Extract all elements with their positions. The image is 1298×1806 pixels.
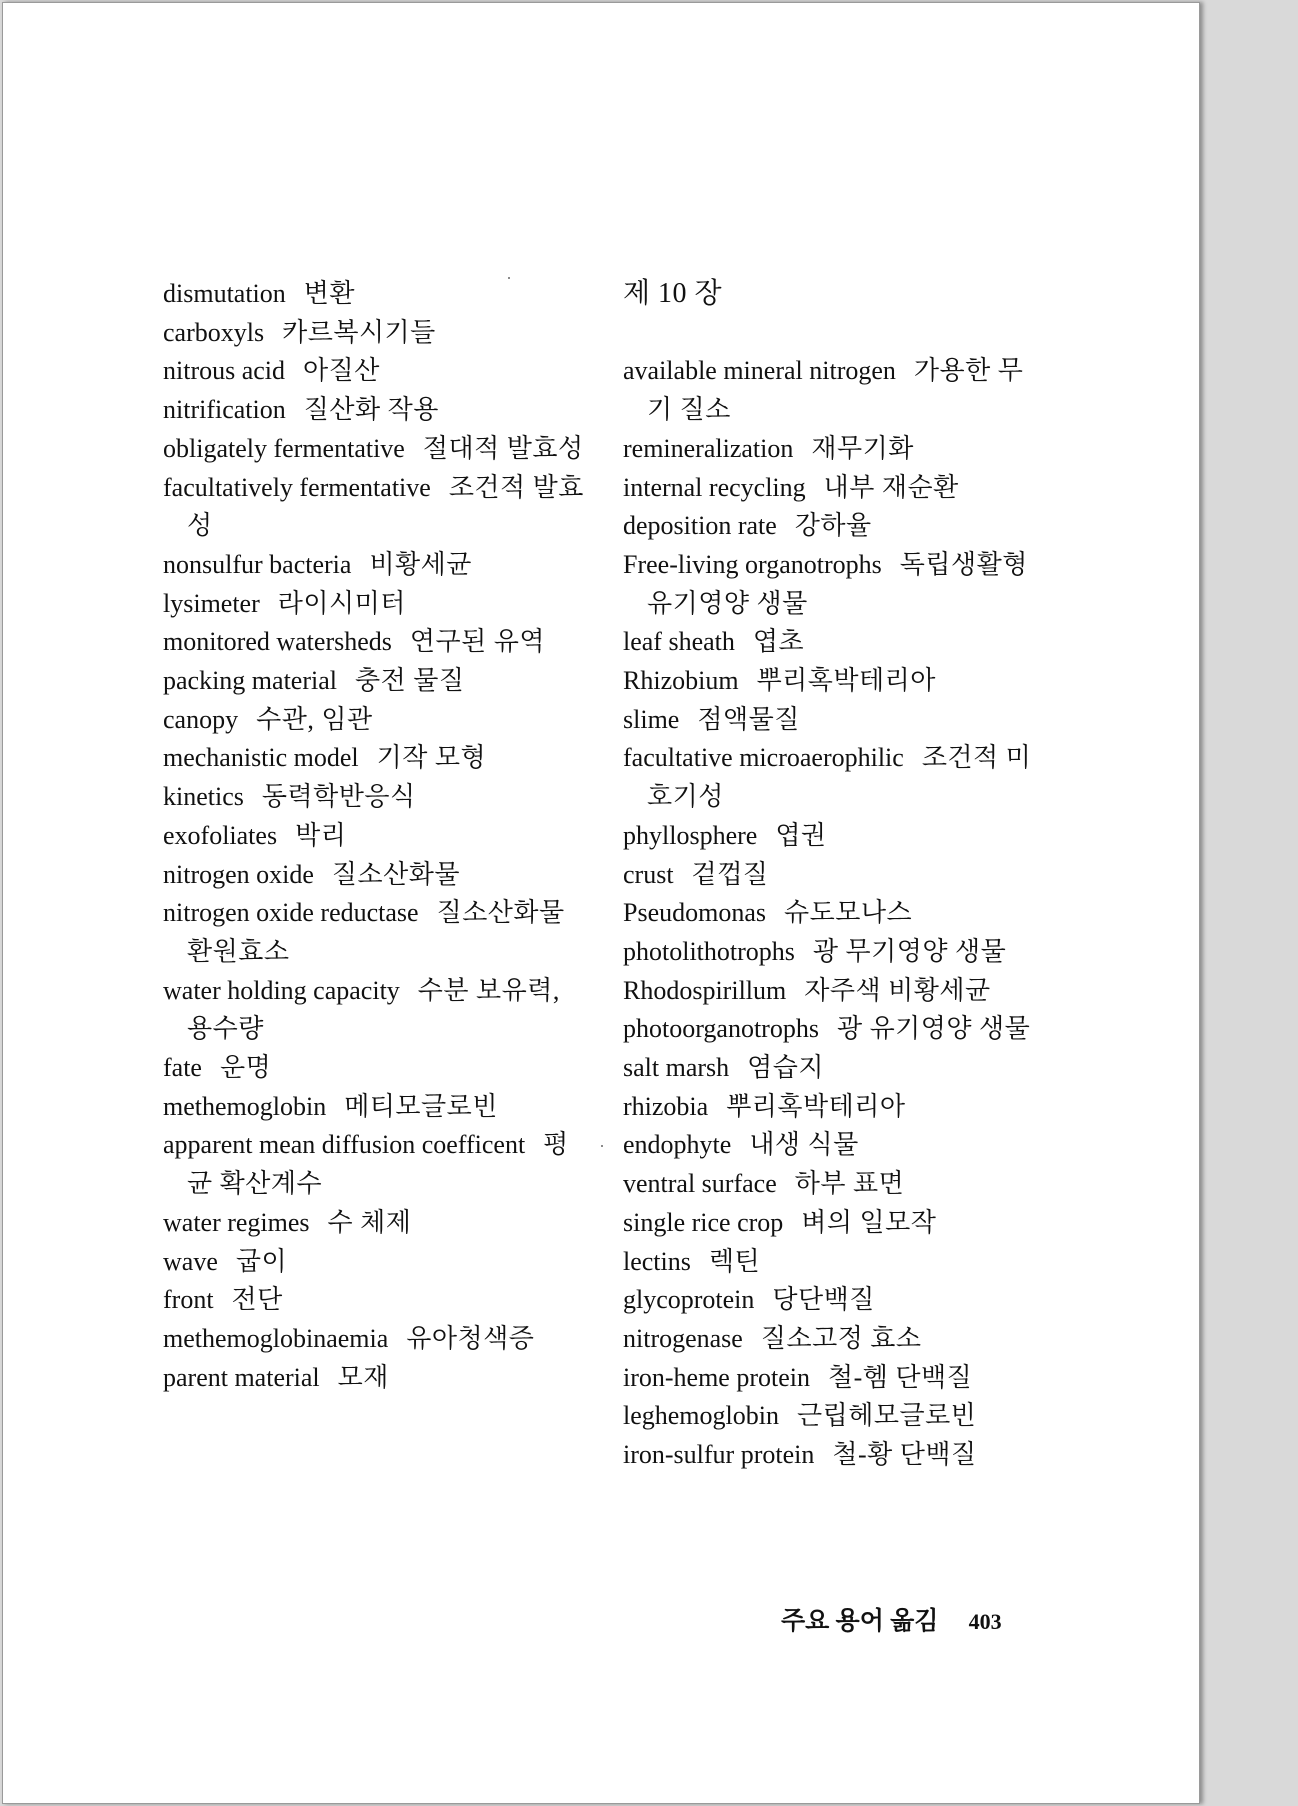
english-term: front <box>163 1285 214 1315</box>
korean-translation: 유아청색증 <box>406 1323 535 1353</box>
korean-translation: 엽초 <box>752 627 805 657</box>
glossary-entry <box>623 430 1048 469</box>
english-term: glycoprotein <box>623 1285 755 1315</box>
korean-translation: 전단 <box>231 1285 283 1315</box>
english-term: nitrogen oxide reductase <box>163 898 419 928</box>
glossary-right-entries <box>623 352 1048 1474</box>
korean-translation: 가용한 무기 질소 <box>647 356 1024 425</box>
glossary-right-column <box>623 275 1048 1475</box>
page-footer <box>781 1601 1002 1637</box>
glossary-entry <box>163 817 588 856</box>
korean-translation: 동력학반응식 <box>261 782 416 812</box>
chapter-heading: 제 10 장 <box>623 278 723 309</box>
glossary-entry <box>623 507 1048 546</box>
english-term: single rice crop <box>623 1207 784 1237</box>
korean-translation: 재무기화 <box>811 433 914 463</box>
glossary-entry <box>163 856 588 895</box>
english-term: available mineral nitrogen <box>623 356 896 386</box>
korean-translation: 라이시미터 <box>277 588 406 618</box>
english-term: obligately fermentative <box>163 433 405 463</box>
korean-translation: 근립헤모글로빈 <box>796 1401 977 1431</box>
korean-translation: 운명 <box>219 1053 272 1083</box>
korean-translation: 질소산화물 <box>331 859 461 889</box>
korean-translation: 하부 표면 <box>794 1169 905 1199</box>
english-term: phyllosphere <box>623 820 758 850</box>
english-term: dismutation <box>163 279 286 308</box>
korean-translation: 수 체제 <box>327 1207 412 1237</box>
glossary-entry <box>623 623 1048 662</box>
english-term: water regimes <box>163 1207 310 1237</box>
glossary-entry <box>623 352 1048 429</box>
english-term: packing material <box>163 666 337 696</box>
english-term: iron-sulfur protein <box>623 1440 815 1470</box>
glossary-entry <box>163 701 588 740</box>
english-term: ventral surface <box>623 1169 777 1199</box>
english-term: apparent mean diffusion coefficent <box>163 1130 526 1160</box>
korean-translation: 엽권 <box>775 820 827 850</box>
english-term: water holding capacity <box>163 975 400 1005</box>
page-number: 403 <box>968 1609 1002 1634</box>
english-term: Pseudomonas <box>623 898 766 928</box>
english-term: leaf sheath <box>623 627 735 657</box>
korean-translation: 점액물질 <box>697 704 800 734</box>
glossary-entry <box>163 275 588 314</box>
glossary-entry <box>623 1049 1048 1088</box>
korean-translation: 자주색 비황세균 <box>804 975 991 1005</box>
glossary-entry <box>623 739 1048 816</box>
korean-translation: 수관, 임관 <box>256 704 373 734</box>
korean-translation: 질소산화물 환원효소 <box>187 898 565 966</box>
korean-translation: 변환 <box>303 279 356 308</box>
korean-translation: 카르복시기들 <box>282 317 436 347</box>
english-term: leghemoglobin <box>623 1401 779 1431</box>
korean-translation: 독립생활형 유기영양 생물 <box>647 549 1028 618</box>
glossary-entry <box>163 894 588 971</box>
korean-translation: 굽이 <box>235 1246 288 1276</box>
scan-speck <box>601 1145 603 1147</box>
english-term: kinetics <box>163 782 244 812</box>
glossary-entry <box>163 972 588 1049</box>
glossary-entry <box>163 469 588 546</box>
glossary-entry <box>623 1320 1048 1359</box>
korean-translation: 박리 <box>295 820 347 850</box>
english-term: Rhizobium <box>623 666 739 696</box>
english-term: nitrogenase <box>623 1323 743 1353</box>
english-term: internal recycling <box>623 472 806 502</box>
english-term: canopy <box>163 704 239 734</box>
english-term: deposition rate <box>623 511 777 541</box>
korean-translation: 질산화 작용 <box>303 395 439 425</box>
english-term: facultatively fermentative <box>163 472 431 502</box>
english-term: rhizobia <box>623 1091 709 1121</box>
glossary-entry <box>623 856 1048 895</box>
glossary-entry <box>623 1281 1048 1320</box>
glossary-entry <box>623 662 1048 701</box>
english-term: monitored watersheds <box>163 627 392 657</box>
english-term: nitrification <box>163 395 286 425</box>
korean-translation: 철-황 단백질 <box>832 1440 977 1470</box>
english-term: Free-living organotrophs <box>623 549 882 579</box>
glossary-entry <box>163 662 588 701</box>
english-term: nitrogen oxide <box>163 859 314 889</box>
korean-translation: 당단백질 <box>772 1285 875 1315</box>
korean-translation: 철-헴 단백질 <box>828 1362 973 1392</box>
korean-translation: 아질산 <box>303 356 380 386</box>
glossary-entry <box>623 1359 1048 1398</box>
korean-translation: 조건적 미호기성 <box>647 743 1032 812</box>
korean-translation: 슈도모나스 <box>784 898 913 928</box>
korean-translation: 광 무기영양 생물 <box>812 936 1007 966</box>
glossary-entry <box>163 1049 588 1088</box>
korean-translation: 내부 재순환 <box>823 472 959 502</box>
document-page <box>2 2 1200 1804</box>
glossary-entry <box>163 585 588 624</box>
korean-translation: 비황세균 <box>369 549 472 579</box>
glossary-entry <box>163 1204 588 1243</box>
korean-translation: 모재 <box>337 1362 389 1392</box>
glossary-entry <box>623 972 1048 1011</box>
english-term: endophyte <box>623 1130 732 1160</box>
english-term: photolithotrophs <box>623 936 795 966</box>
glossary-entry <box>163 1126 588 1203</box>
korean-translation: 내생 식물 <box>749 1130 859 1160</box>
korean-translation: 벼의 일모작 <box>801 1207 937 1237</box>
glossary-entry <box>163 1088 588 1127</box>
korean-translation: 절대적 발효성 <box>422 433 584 463</box>
glossary-entry <box>163 314 588 353</box>
korean-translation: 조건적 발효성 <box>187 472 584 541</box>
english-term: exofoliates <box>163 820 278 850</box>
glossary-entry <box>163 1320 588 1359</box>
english-term: methemoglobinaemia <box>163 1323 389 1353</box>
glossary-entry <box>623 1088 1048 1127</box>
glossary-entry <box>623 469 1048 508</box>
english-term: crust <box>623 859 674 889</box>
glossary-entry <box>163 546 588 585</box>
glossary-entry <box>623 933 1048 972</box>
korean-translation: 충전 물질 <box>354 666 465 696</box>
korean-translation: 렉틴 <box>708 1246 761 1276</box>
glossary-entry <box>623 1165 1048 1204</box>
korean-translation: 광 유기영양 생물 <box>836 1014 1031 1044</box>
glossary-entry <box>163 391 588 430</box>
english-term: iron-heme protein <box>623 1362 810 1392</box>
english-term: nonsulfur bacteria <box>163 549 352 579</box>
english-term: carboxyls <box>163 317 265 347</box>
glossary-entry <box>623 1397 1048 1436</box>
glossary-entry <box>163 778 588 817</box>
english-term: facultative microaerophilic <box>623 743 904 773</box>
korean-translation: 평균 확산계수 <box>187 1130 569 1199</box>
english-term: lysimeter <box>163 588 260 618</box>
glossary-entry <box>623 546 1048 623</box>
glossary-entry <box>623 1243 1048 1282</box>
korean-translation: 뿌리혹박테리아 <box>726 1091 906 1121</box>
english-term: methemoglobin <box>163 1091 327 1121</box>
glossary-entry <box>163 352 588 391</box>
english-term: wave <box>163 1246 218 1276</box>
glossary-entry <box>623 701 1048 740</box>
english-term: photoorganotrophs <box>623 1014 819 1044</box>
korean-translation: 강하율 <box>794 511 872 541</box>
running-title: 주요 용어 옮김 <box>781 1608 939 1635</box>
english-term: mechanistic model <box>163 743 359 773</box>
glossary-entry <box>163 739 588 778</box>
english-term: remineralization <box>623 433 794 463</box>
glossary-entry <box>623 817 1048 856</box>
glossary-entry <box>163 1359 588 1398</box>
glossary-entry <box>623 1204 1048 1243</box>
glossary-entry <box>163 1281 588 1320</box>
korean-translation: 뿌리혹박테리아 <box>756 666 936 696</box>
korean-translation: 기작 모형 <box>376 743 487 773</box>
glossary-entry <box>163 1243 588 1282</box>
korean-translation: 연구된 유역 <box>409 627 545 657</box>
glossary-entry <box>163 623 588 662</box>
glossary-entry <box>163 430 588 469</box>
english-term: parent material <box>163 1362 320 1392</box>
glossary-entry <box>623 1010 1048 1049</box>
english-term: slime <box>623 704 680 734</box>
english-term: Rhodospirillum <box>623 975 787 1005</box>
english-term: salt marsh <box>623 1053 730 1083</box>
english-term: fate <box>163 1053 202 1083</box>
korean-translation: 염습지 <box>747 1053 825 1083</box>
english-term: lectins <box>623 1246 691 1276</box>
korean-translation: 질소고정 효소 <box>760 1323 922 1353</box>
glossary-entry <box>623 1436 1048 1475</box>
korean-translation: 수분 보유력, 용수량 <box>187 975 560 1044</box>
glossary-entry <box>623 1126 1048 1165</box>
korean-translation: 겉껍질 <box>691 859 769 889</box>
glossary-left-column <box>163 275 588 1397</box>
glossary-entry <box>623 894 1048 933</box>
english-term: nitrous acid <box>163 356 286 386</box>
korean-translation: 메티모글로빈 <box>344 1091 498 1121</box>
